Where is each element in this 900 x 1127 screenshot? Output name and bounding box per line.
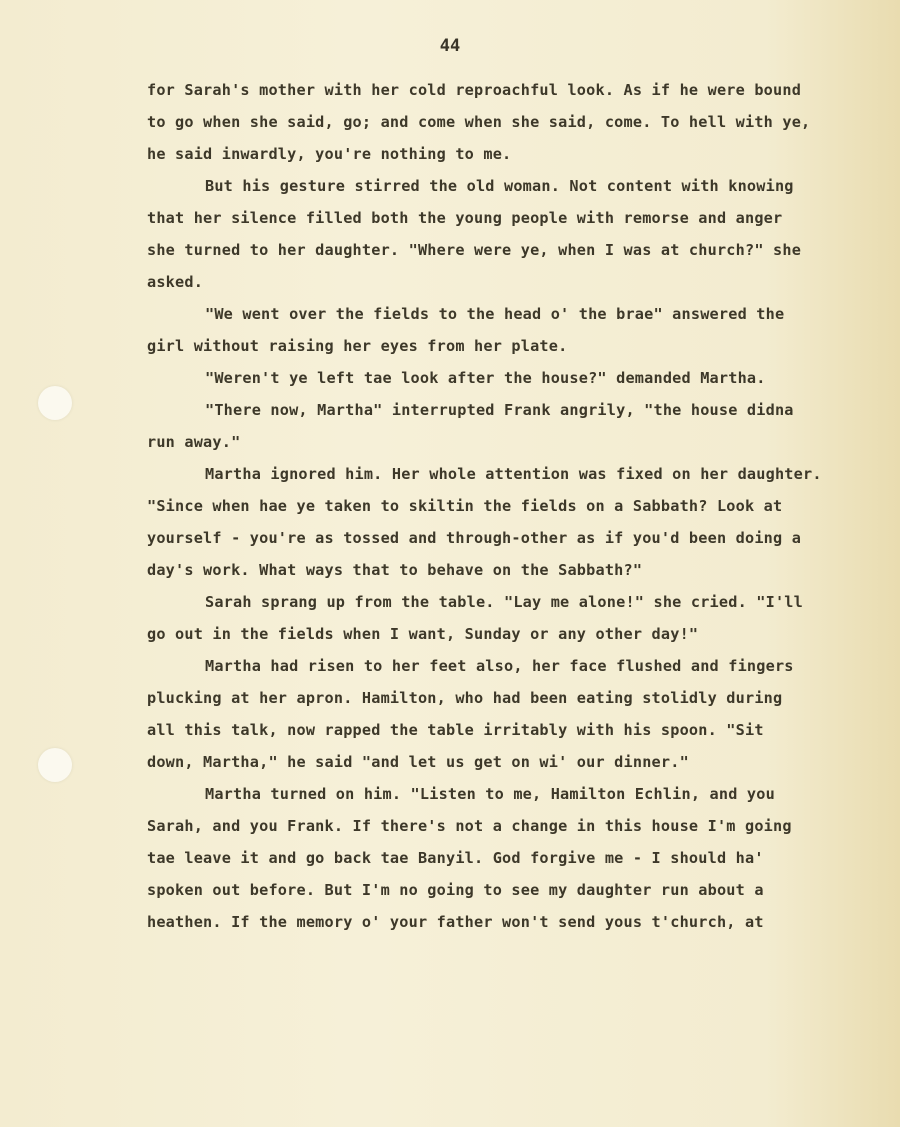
- text-line: Sarah, and you Frank. If there's not a change in this house I'm going: [147, 817, 792, 835]
- punch-hole: [38, 748, 72, 782]
- text-line: for Sarah's mother with her cold reproachful look. As if he were bound: [147, 81, 802, 99]
- text-line: down, Martha," he said "and let us get on wi' our dinner.": [147, 753, 689, 771]
- text-line: Martha had risen to her feet also, her face flushed and fingers: [205, 657, 794, 675]
- text-line: But his gesture stirred the old woman. Not content with knowing: [205, 177, 794, 195]
- text-line: "Since when hae ye taken to skiltin the fields on a Sabbath? Look at: [147, 497, 783, 515]
- text-line: go out in the fields when I want, Sunday or any other day!": [147, 625, 699, 643]
- punch-hole: [38, 386, 72, 420]
- text-line: tae leave it and go back tae Banyil. God forgive me - I should ha': [147, 849, 764, 867]
- text-line: he said inwardly, you're nothing to me.: [147, 145, 512, 163]
- text-line: she turned to her daughter. "Where were ye, when I was at church?" she: [147, 241, 802, 259]
- text-line: "There now, Martha" interrupted Frank angrily, "the house didna: [205, 401, 794, 419]
- text-line: to go when she said, go; and come when she said, come. To hell with ye,: [147, 113, 811, 131]
- text-line: all this talk, now rapped the table irritably with his spoon. "Sit: [147, 721, 764, 739]
- text-line: Sarah sprang up from the table. "Lay me alone!" she cried. "I'll: [205, 593, 803, 611]
- text-line: run away.": [147, 433, 241, 451]
- text-line: asked.: [147, 273, 204, 291]
- text-line: Martha ignored him. Her whole attention was fixed on her daughter.: [205, 465, 822, 483]
- text-line: Martha turned on him. "Listen to me, Hamilton Echlin, and you: [205, 785, 775, 803]
- text-line: "Weren't ye left tae look after the house?" demanded Martha.: [205, 369, 766, 387]
- text-line: "We went over the fields to the head o' the brae" answered the: [205, 305, 785, 323]
- text-line: day's work. What ways that to behave on the Sabbath?": [147, 561, 643, 579]
- text-line: yourself - you're as tossed and through-other as if you'd been doing a: [147, 529, 802, 547]
- text-line: that her silence filled both the young people with remorse and anger: [147, 209, 783, 227]
- text-line: spoken out before. But I'm no going to see my daughter run about a: [147, 881, 764, 899]
- text-line: heathen. If the memory o' your father won't send yous t'church, at: [147, 913, 764, 931]
- page-number: 44: [439, 36, 461, 56]
- text-line: girl without raising her eyes from her plate.: [147, 337, 568, 355]
- manuscript-text: [147, 74, 867, 938]
- text-line: plucking at her apron. Hamilton, who had been eating stolidly during: [147, 689, 783, 707]
